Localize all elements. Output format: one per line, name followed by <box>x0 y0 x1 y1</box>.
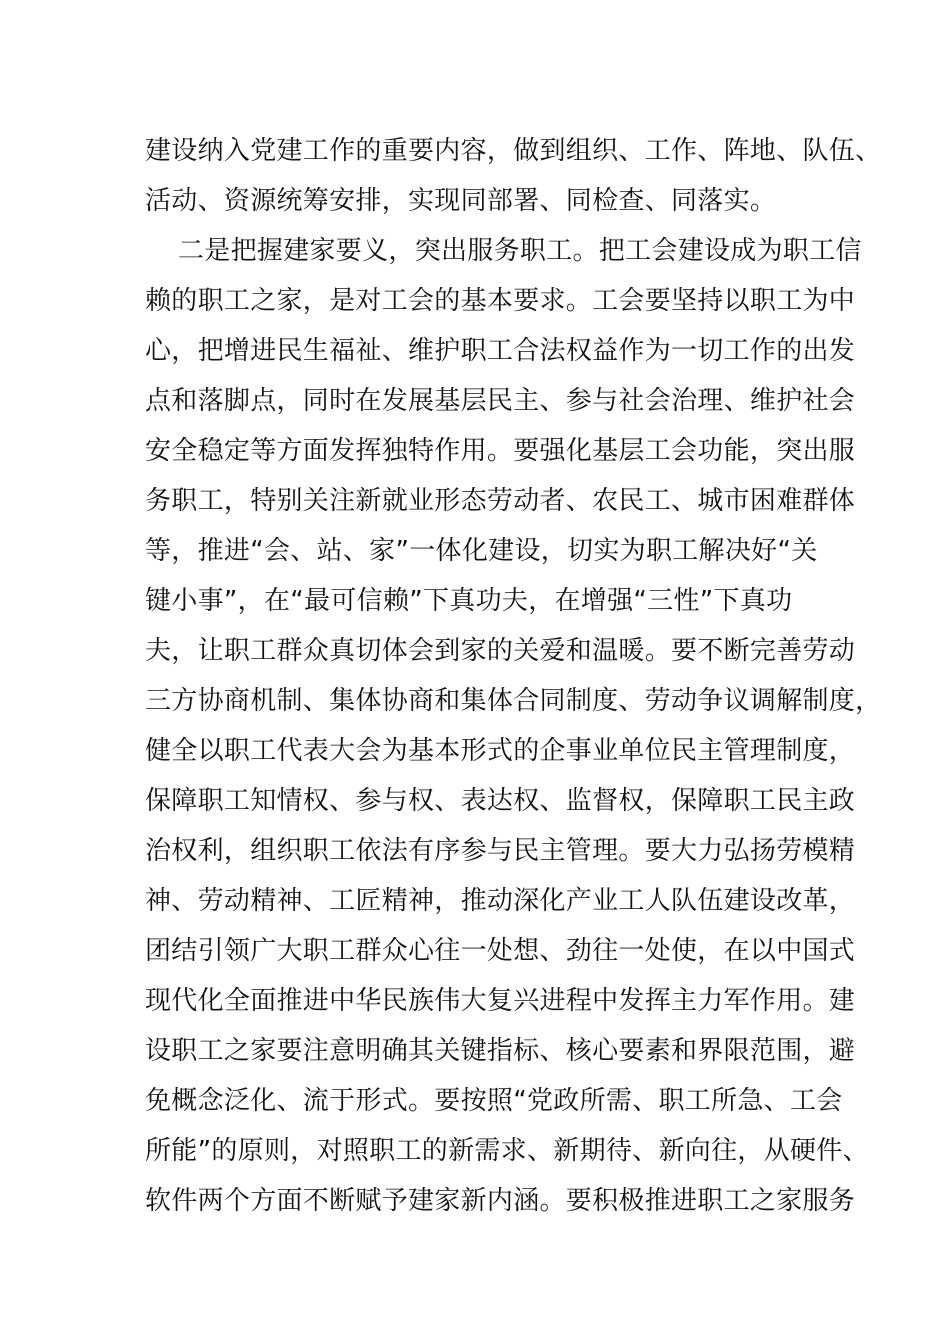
text-line: 夫，让职工群众真切体会到家的关爱和温暖。要不断完善劳动 <box>145 636 856 666</box>
text-line: 神、劳动精神、工匠精神，推动深化产业工人队伍建设改革， <box>145 886 856 916</box>
text-line: 保障职工知情权、参与权、表达权、监督权，保障职工民主政 <box>145 786 856 816</box>
text-line: 等，推进“会、站、家”一体化建设，切实为职工解决好“关 <box>145 536 818 566</box>
text-line: 团结引领广大职工群众心往一处想、劲往一处使，在以中国式 <box>145 936 856 966</box>
text-line: 治权利，组织职工依法有序参与民主管理。要大力弘扬劳模精 <box>145 836 856 866</box>
text-line: 点和落脚点，同时在发展基层民主、参与社会治理、维护社会 <box>145 386 856 416</box>
text-line: 务职工，特别关注新就业形态劳动者、农民工、城市困难群体 <box>145 486 856 516</box>
text-line: 现代化全面推进中华民族伟大复兴进程中发挥主力军作用。建 <box>145 986 856 1016</box>
text-line: 活动、资源统筹安排，实现同部署、同检查、同落实。 <box>145 186 777 216</box>
text-line: 三方协商机制、集体协商和集体合同制度、劳动争议调解制度， <box>145 686 882 716</box>
text-line: 赖的职工之家，是对工会的基本要求。工会要坚持以职工为中 <box>145 286 856 316</box>
text-line: 键小事”，在“最可信赖”下真功夫，在增强“三性”下真功 <box>145 586 793 616</box>
text-line: 免概念泛化、流于形式。要按照“党政所需、职工所急、工会 <box>145 1086 843 1116</box>
text-line: 建设纳入党建工作的重要内容，做到组织、工作、阵地、队伍、 <box>145 136 882 166</box>
text-line: 软件两个方面不断赋予建家新内涵。要积极推进职工之家服务 <box>145 1186 856 1216</box>
text-line: 健全以职工代表大会为基本形式的企事业单位民主管理制度， <box>145 736 856 766</box>
text-line: 所能”的原则，对照职工的新需求、新期待、新向往，从硬件、 <box>145 1136 869 1166</box>
text-line: 心，把增进民生福祉、维护职工合法权益作为一切工作的出发 <box>145 336 856 366</box>
text-line: 安全稳定等方面发挥独特作用。要强化基层工会功能，突出服 <box>145 436 856 466</box>
text-line: 设职工之家要注意明确其关键指标、核心要素和界限范围，避 <box>145 1036 856 1066</box>
paragraph-first-line: 二是把握建家要义，突出服务职工。把工会建设成为职工信 <box>178 236 862 266</box>
